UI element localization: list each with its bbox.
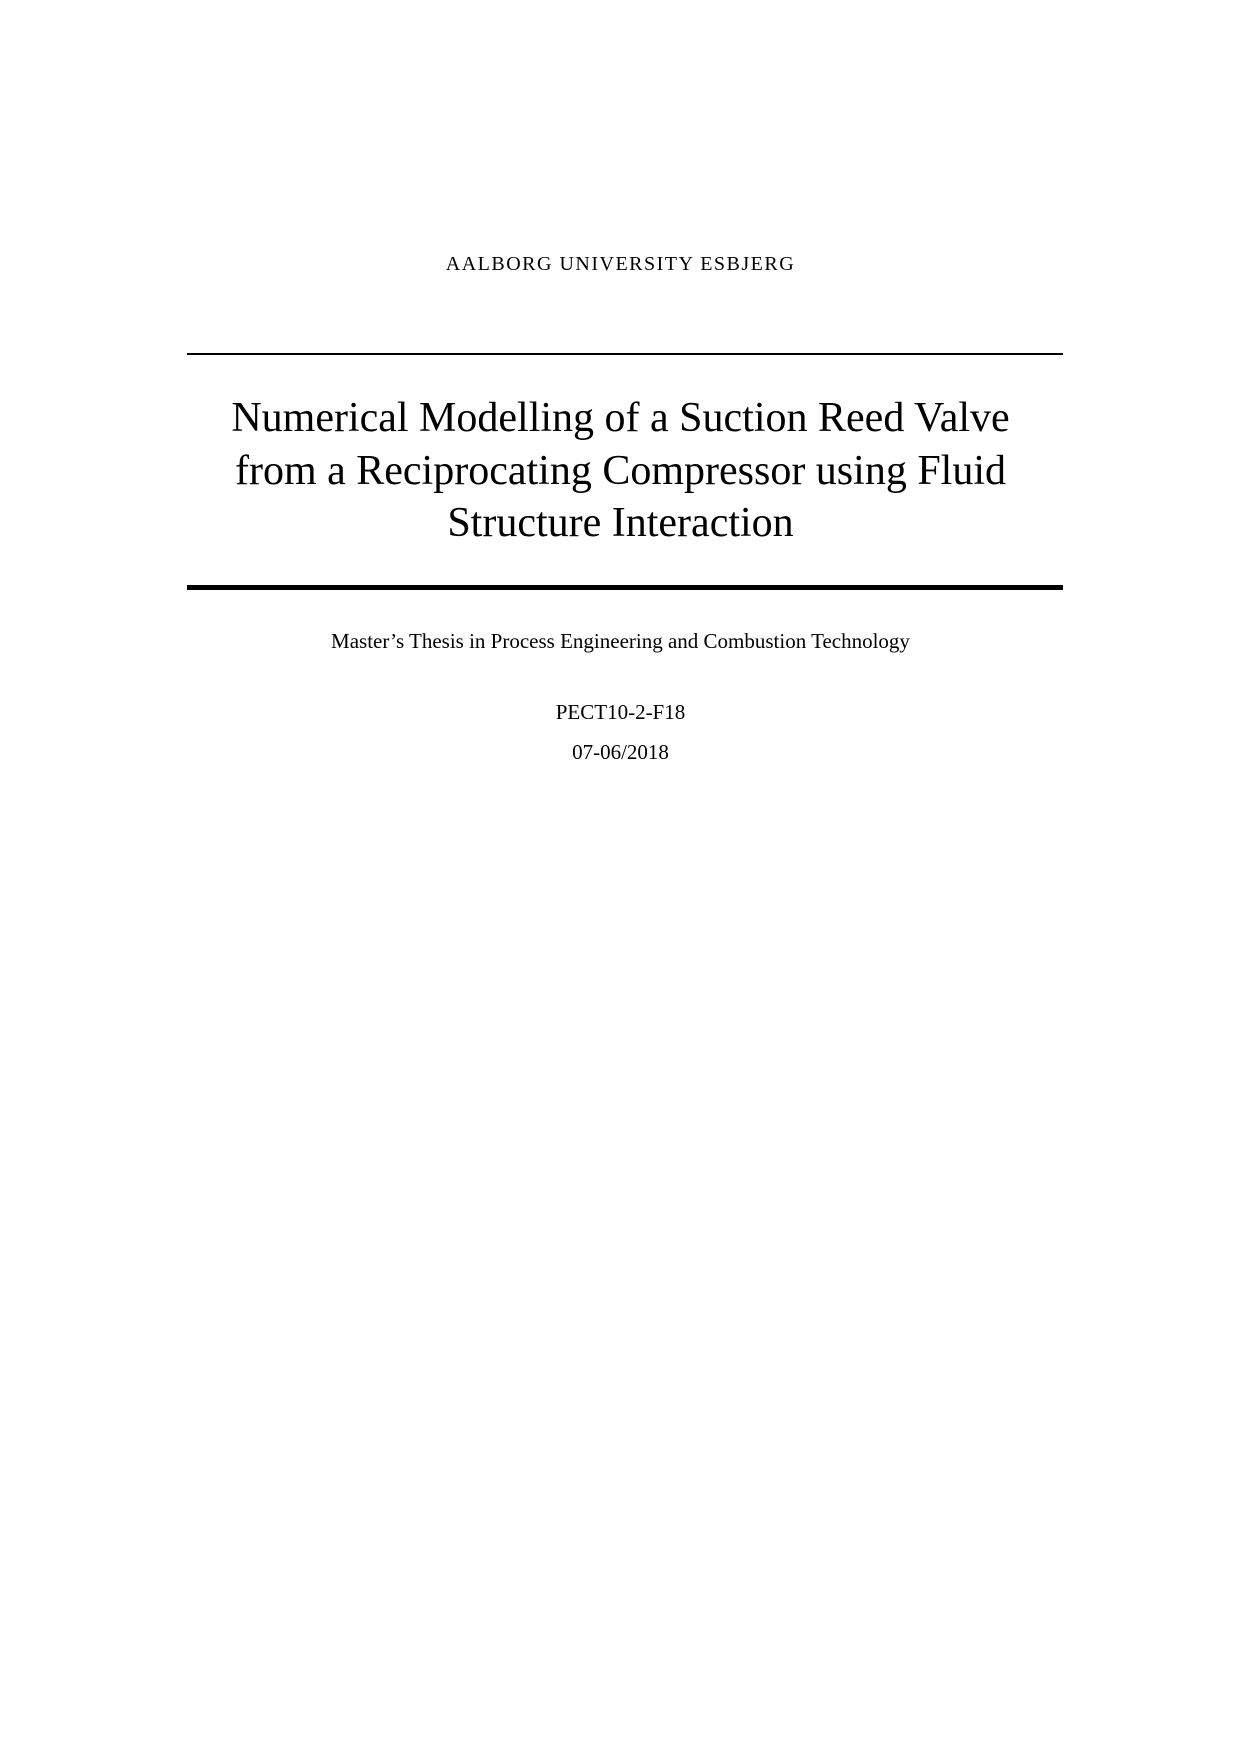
university-name: AALBORG UNIVERSITY ESBJERG xyxy=(445,253,796,275)
thesis-subtitle: Master’s Thesis in Process Engineering and Combustion Technology xyxy=(331,629,910,653)
date: 07-06/2018 xyxy=(572,740,669,764)
title-line: Numerical Modelling of a Suction Reed Valve xyxy=(231,395,1010,441)
bottom-rule xyxy=(187,585,1063,590)
group-code: PECT10-2-F18 xyxy=(555,700,686,724)
top-rule xyxy=(187,353,1063,355)
thesis-title xyxy=(0,392,1241,550)
title-line: Structure Interaction xyxy=(447,500,794,546)
title-line: from a Reciprocating Compressor using Fluid xyxy=(234,447,1007,494)
